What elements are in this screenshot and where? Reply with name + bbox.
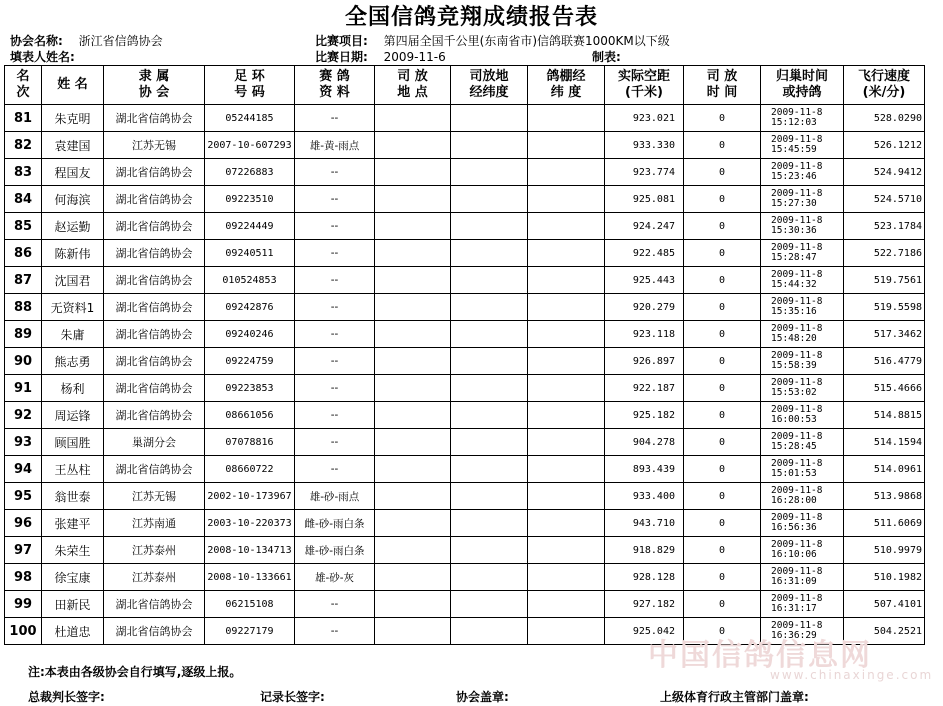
- row-release-place: [375, 483, 451, 510]
- row-arrival-time: 2009-11-8 16:10:06: [761, 537, 844, 564]
- row-association: 江苏无锡: [104, 483, 205, 510]
- row-distance: 893.439: [605, 456, 684, 483]
- maker-label: 制表:: [592, 50, 621, 64]
- row-distance: 923.021: [605, 105, 684, 132]
- row-speed: 519.7561: [844, 267, 925, 294]
- row-association: 湖北省信鸽协会: [104, 402, 205, 429]
- row-release-coords: [451, 537, 528, 564]
- row-name: 熊志勇: [42, 348, 104, 375]
- report-title: 全国信鸽竞翔成绩报告表: [344, 5, 598, 30]
- row-ring-number: 2008-10-134713: [205, 537, 295, 564]
- row-release-place: [375, 456, 451, 483]
- row-name: 朱荣生: [42, 537, 104, 564]
- row-distance: 920.279: [605, 294, 684, 321]
- row-distance: 904.278: [605, 429, 684, 456]
- row-association: 江苏无锡: [104, 132, 205, 159]
- row-release-time: 0: [684, 618, 761, 645]
- row-release-coords: [451, 186, 528, 213]
- row-pigeon-info: --: [295, 186, 375, 213]
- row-speed: 504.2521: [844, 618, 925, 645]
- date-info: [315, 48, 446, 65]
- row-release-coords: [451, 105, 528, 132]
- row-ring-number: 2007-10-607293: [205, 132, 295, 159]
- row-rank: 96: [5, 510, 42, 537]
- row-pigeon-info: --: [295, 348, 375, 375]
- association-value: 浙江省信鸽协会: [78, 34, 163, 48]
- row-loft-coords: [528, 537, 605, 564]
- filler-label: 填表人姓名:: [10, 50, 75, 64]
- row-distance: 923.118: [605, 321, 684, 348]
- row-association: 湖北省信鸽协会: [104, 375, 205, 402]
- row-release-coords: [451, 429, 528, 456]
- row-arrival-time: 2009-11-8 15:28:47: [761, 240, 844, 267]
- row-pigeon-info: --: [295, 429, 375, 456]
- row-rank: 97: [5, 537, 42, 564]
- row-name: 翁世泰: [42, 483, 104, 510]
- row-name: 何海滨: [42, 186, 104, 213]
- row-arrival-time: 2009-11-8 15:12:03: [761, 105, 844, 132]
- row-arrival-time: 2009-11-8 15:30:36: [761, 213, 844, 240]
- row-release-time: 0: [684, 240, 761, 267]
- row-distance: 918.829: [605, 537, 684, 564]
- row-rank: 82: [5, 132, 42, 159]
- header-association: 隶 属 协 会: [104, 66, 205, 105]
- row-release-place: [375, 159, 451, 186]
- row-loft-coords: [528, 159, 605, 186]
- row-rank: 87: [5, 267, 42, 294]
- row-speed: 522.7186: [844, 240, 925, 267]
- row-ring-number: 09223853: [205, 375, 295, 402]
- row-rank: 92: [5, 402, 42, 429]
- row-release-coords: [451, 159, 528, 186]
- row-speed: 514.8815: [844, 402, 925, 429]
- row-association: 湖北省信鸽协会: [104, 105, 205, 132]
- table-row: [5, 213, 925, 240]
- row-distance: 925.081: [605, 186, 684, 213]
- row-ring-number: 09223510: [205, 186, 295, 213]
- row-speed: 517.3462: [844, 321, 925, 348]
- row-speed: 524.5710: [844, 186, 925, 213]
- row-association: 湖北省信鸽协会: [104, 159, 205, 186]
- row-rank: 99: [5, 591, 42, 618]
- row-distance: 925.042: [605, 618, 684, 645]
- date-label: 比赛日期:: [315, 50, 368, 64]
- row-release-place: [375, 402, 451, 429]
- row-association: 湖北省信鸽协会: [104, 321, 205, 348]
- row-speed: 513.9868: [844, 483, 925, 510]
- row-ring-number: 09240511: [205, 240, 295, 267]
- row-loft-coords: [528, 375, 605, 402]
- row-release-time: 0: [684, 483, 761, 510]
- header-speed: 飞行速度 (米/分): [844, 66, 925, 105]
- row-pigeon-info: 雄-砂-雨白条: [295, 537, 375, 564]
- row-release-time: 0: [684, 105, 761, 132]
- row-arrival-time: 2009-11-8 16:56:36: [761, 510, 844, 537]
- row-release-coords: [451, 132, 528, 159]
- table-row: [5, 537, 925, 564]
- row-release-time: 0: [684, 348, 761, 375]
- row-loft-coords: [528, 105, 605, 132]
- row-ring-number: 07226883: [205, 159, 295, 186]
- row-loft-coords: [528, 294, 605, 321]
- project-value: 第四届全国千公里(东南省市)信鸽联赛1000KM以下级: [383, 34, 670, 48]
- row-loft-coords: [528, 510, 605, 537]
- row-rank: 100: [5, 618, 42, 645]
- row-pigeon-info: --: [295, 213, 375, 240]
- row-speed: 511.6069: [844, 510, 925, 537]
- row-pigeon-info: --: [295, 375, 375, 402]
- recorder-signature: 记录长签字:: [260, 690, 325, 704]
- row-ring-number: 08661056: [205, 402, 295, 429]
- row-loft-coords: [528, 240, 605, 267]
- row-release-coords: [451, 294, 528, 321]
- row-release-coords: [451, 591, 528, 618]
- table-row: [5, 159, 925, 186]
- row-ring-number: 05244185: [205, 105, 295, 132]
- row-arrival-time: 2009-11-8 16:31:09: [761, 564, 844, 591]
- row-name: 程国友: [42, 159, 104, 186]
- row-association: 湖北省信鸽协会: [104, 186, 205, 213]
- row-loft-coords: [528, 321, 605, 348]
- table-row: [5, 429, 925, 456]
- row-release-time: 0: [684, 186, 761, 213]
- row-ring-number: 2002-10-173967: [205, 483, 295, 510]
- row-loft-coords: [528, 348, 605, 375]
- results-table: [4, 65, 925, 645]
- row-distance: 925.443: [605, 267, 684, 294]
- row-loft-coords: [528, 402, 605, 429]
- table-row: [5, 483, 925, 510]
- header-release-time: 司 放 时 间: [684, 66, 761, 105]
- table-row: [5, 591, 925, 618]
- header-rank: 名 次: [5, 66, 42, 105]
- row-release-time: 0: [684, 564, 761, 591]
- row-loft-coords: [528, 564, 605, 591]
- row-release-coords: [451, 456, 528, 483]
- row-pigeon-info: --: [295, 456, 375, 483]
- row-name: 袁建国: [42, 132, 104, 159]
- row-release-place: [375, 348, 451, 375]
- row-arrival-time: 2009-11-8 15:23:46: [761, 159, 844, 186]
- row-release-coords: [451, 348, 528, 375]
- row-arrival-time: 2009-11-8 15:01:53: [761, 456, 844, 483]
- row-loft-coords: [528, 483, 605, 510]
- row-ring-number: 09227179: [205, 618, 295, 645]
- row-rank: 89: [5, 321, 42, 348]
- row-pigeon-info: 雄-砂-雨点: [295, 483, 375, 510]
- watermark-url: www.chinaxinge.com: [770, 668, 934, 682]
- row-name: 朱庸: [42, 321, 104, 348]
- row-association: 湖北省信鸽协会: [104, 591, 205, 618]
- row-arrival-time: 2009-11-8 15:44:32: [761, 267, 844, 294]
- row-release-time: 0: [684, 267, 761, 294]
- row-speed: 510.9979: [844, 537, 925, 564]
- row-loft-coords: [528, 618, 605, 645]
- row-association: 湖北省信鸽协会: [104, 267, 205, 294]
- row-release-place: [375, 132, 451, 159]
- row-rank: 91: [5, 375, 42, 402]
- row-name: 周运锋: [42, 402, 104, 429]
- row-arrival-time: 2009-11-8 15:45:59: [761, 132, 844, 159]
- table-row: [5, 105, 925, 132]
- association-info: [10, 32, 163, 49]
- row-release-time: 0: [684, 213, 761, 240]
- row-release-place: [375, 321, 451, 348]
- row-rank: 86: [5, 240, 42, 267]
- row-distance: 943.710: [605, 510, 684, 537]
- header-loft-coords: 鸽棚经 纬 度: [528, 66, 605, 105]
- row-speed: 514.1594: [844, 429, 925, 456]
- row-rank: 85: [5, 213, 42, 240]
- row-speed: 514.0961: [844, 456, 925, 483]
- header-release-coords: 司放地 经纬度: [451, 66, 528, 105]
- row-arrival-time: 2009-11-8 15:58:39: [761, 348, 844, 375]
- row-distance: 922.187: [605, 375, 684, 402]
- row-arrival-time: 2009-11-8 16:36:29: [761, 618, 844, 645]
- association-label: 协会名称:: [10, 34, 63, 48]
- row-association: 湖北省信鸽协会: [104, 294, 205, 321]
- table-row: [5, 402, 925, 429]
- row-rank: 95: [5, 483, 42, 510]
- table-row: [5, 456, 925, 483]
- row-release-place: [375, 537, 451, 564]
- row-pigeon-info: --: [295, 159, 375, 186]
- row-speed: 519.5598: [844, 294, 925, 321]
- row-rank: 90: [5, 348, 42, 375]
- row-rank: 98: [5, 564, 42, 591]
- row-release-time: 0: [684, 510, 761, 537]
- row-release-time: 0: [684, 132, 761, 159]
- row-loft-coords: [528, 456, 605, 483]
- row-pigeon-info: --: [295, 294, 375, 321]
- row-release-coords: [451, 321, 528, 348]
- row-release-time: 0: [684, 456, 761, 483]
- row-pigeon-info: --: [295, 402, 375, 429]
- row-release-place: [375, 267, 451, 294]
- table-row: [5, 375, 925, 402]
- row-speed: 528.0290: [844, 105, 925, 132]
- row-release-coords: [451, 483, 528, 510]
- row-release-coords: [451, 213, 528, 240]
- row-rank: 83: [5, 159, 42, 186]
- row-release-place: [375, 105, 451, 132]
- row-release-coords: [451, 267, 528, 294]
- row-rank: 88: [5, 294, 42, 321]
- project-label: 比赛项目:: [315, 34, 368, 48]
- row-ring-number: 09224449: [205, 213, 295, 240]
- row-release-coords: [451, 375, 528, 402]
- row-ring-number: 09224759: [205, 348, 295, 375]
- row-distance: 927.182: [605, 591, 684, 618]
- row-release-coords: [451, 618, 528, 645]
- row-ring-number: 010524853: [205, 267, 295, 294]
- row-name: 沈国君: [42, 267, 104, 294]
- date-value: 2009-11-6: [383, 50, 446, 64]
- row-release-time: 0: [684, 537, 761, 564]
- table-row: [5, 132, 925, 159]
- row-loft-coords: [528, 267, 605, 294]
- row-release-time: 0: [684, 294, 761, 321]
- table-row: [5, 564, 925, 591]
- row-release-time: 0: [684, 402, 761, 429]
- row-pigeon-info: --: [295, 618, 375, 645]
- table-row: [5, 294, 925, 321]
- row-release-place: [375, 375, 451, 402]
- row-name: 张建平: [42, 510, 104, 537]
- row-release-time: 0: [684, 429, 761, 456]
- table-row: [5, 321, 925, 348]
- header-arrival-time: 归巢时间 或持鸽: [761, 66, 844, 105]
- row-release-coords: [451, 240, 528, 267]
- row-release-time: 0: [684, 321, 761, 348]
- row-release-place: [375, 618, 451, 645]
- row-ring-number: 07078816: [205, 429, 295, 456]
- row-speed: 515.4666: [844, 375, 925, 402]
- row-arrival-time: 2009-11-8 16:00:53: [761, 402, 844, 429]
- project-info: [315, 32, 670, 49]
- row-ring-number: 2003-10-220373: [205, 510, 295, 537]
- row-pigeon-info: --: [295, 591, 375, 618]
- row-name: 赵运勤: [42, 213, 104, 240]
- row-rank: 81: [5, 105, 42, 132]
- row-pigeon-info: --: [295, 321, 375, 348]
- row-release-place: [375, 510, 451, 537]
- row-arrival-time: 2009-11-8 15:53:02: [761, 375, 844, 402]
- chief-referee-signature: 总裁判长签字:: [28, 690, 105, 704]
- row-name: 顾国胜: [42, 429, 104, 456]
- row-ring-number: 08660722: [205, 456, 295, 483]
- row-release-time: 0: [684, 159, 761, 186]
- row-speed: 507.4101: [844, 591, 925, 618]
- row-arrival-time: 2009-11-8 15:48:20: [761, 321, 844, 348]
- row-ring-number: 09242876: [205, 294, 295, 321]
- row-rank: 93: [5, 429, 42, 456]
- row-association: 江苏泰州: [104, 564, 205, 591]
- header-name: 姓 名: [42, 66, 104, 105]
- row-arrival-time: 2009-11-8 15:35:16: [761, 294, 844, 321]
- row-distance: 925.182: [605, 402, 684, 429]
- row-release-place: [375, 294, 451, 321]
- row-arrival-time: 2009-11-8 15:27:30: [761, 186, 844, 213]
- row-distance: 923.774: [605, 159, 684, 186]
- row-pigeon-info: 雄-黄-雨点: [295, 132, 375, 159]
- row-release-coords: [451, 564, 528, 591]
- row-rank: 94: [5, 456, 42, 483]
- row-release-time: 0: [684, 375, 761, 402]
- row-association: 巢湖分会: [104, 429, 205, 456]
- row-release-time: 0: [684, 591, 761, 618]
- row-ring-number: 06215108: [205, 591, 295, 618]
- row-release-place: [375, 213, 451, 240]
- row-distance: 924.247: [605, 213, 684, 240]
- row-ring-number: 09240246: [205, 321, 295, 348]
- row-arrival-time: 2009-11-8 15:28:45: [761, 429, 844, 456]
- row-name: 陈新伟: [42, 240, 104, 267]
- row-loft-coords: [528, 591, 605, 618]
- row-name: 王丛柱: [42, 456, 104, 483]
- row-loft-coords: [528, 429, 605, 456]
- filler-info: [10, 48, 75, 65]
- row-loft-coords: [528, 213, 605, 240]
- maker-info: [592, 48, 621, 65]
- row-release-place: [375, 186, 451, 213]
- row-pigeon-info: --: [295, 267, 375, 294]
- table-row: [5, 348, 925, 375]
- row-speed: 516.4779: [844, 348, 925, 375]
- header-distance: 实际空距 (千米): [605, 66, 684, 105]
- table-row: [5, 510, 925, 537]
- row-pigeon-info: 雄-砂-灰: [295, 564, 375, 591]
- row-association: 湖北省信鸽协会: [104, 456, 205, 483]
- row-name: 田新民: [42, 591, 104, 618]
- row-release-place: [375, 240, 451, 267]
- row-distance: 928.128: [605, 564, 684, 591]
- row-distance: 926.897: [605, 348, 684, 375]
- row-release-place: [375, 564, 451, 591]
- row-association: 湖北省信鸽协会: [104, 240, 205, 267]
- row-name: 杨利: [42, 375, 104, 402]
- row-association: 江苏南通: [104, 510, 205, 537]
- row-association: 湖北省信鸽协会: [104, 348, 205, 375]
- table-row: [5, 267, 925, 294]
- row-release-coords: [451, 510, 528, 537]
- row-pigeon-info: --: [295, 105, 375, 132]
- row-ring-number: 2008-10-133661: [205, 564, 295, 591]
- row-release-place: [375, 429, 451, 456]
- row-distance: 933.400: [605, 483, 684, 510]
- table-row: [5, 240, 925, 267]
- row-speed: 510.1982: [844, 564, 925, 591]
- row-association: 湖北省信鸽协会: [104, 213, 205, 240]
- row-association: 江苏泰州: [104, 537, 205, 564]
- row-distance: 922.485: [605, 240, 684, 267]
- header-pigeon-info: 赛 鸽 资 料: [295, 66, 375, 105]
- authority-seal: 上级体育行政主管部门盖章:: [660, 690, 809, 704]
- row-pigeon-info: --: [295, 240, 375, 267]
- row-association: 湖北省信鸽协会: [104, 618, 205, 645]
- row-release-coords: [451, 402, 528, 429]
- row-pigeon-info: 雌-砂-雨白条: [295, 510, 375, 537]
- row-speed: 524.9412: [844, 159, 925, 186]
- header-ring-number: 足 环 号 码: [205, 66, 295, 105]
- header-release-place: 司 放 地 点: [375, 66, 451, 105]
- row-arrival-time: 2009-11-8 16:31:17: [761, 591, 844, 618]
- row-loft-coords: [528, 186, 605, 213]
- row-name: 无资料1: [42, 294, 104, 321]
- footer-note: 注:本表由各级协会自行填写,逐级上报。: [28, 665, 242, 679]
- row-arrival-time: 2009-11-8 16:28:00: [761, 483, 844, 510]
- row-name: 徐宝康: [42, 564, 104, 591]
- row-release-place: [375, 591, 451, 618]
- row-name: 杜道忠: [42, 618, 104, 645]
- row-rank: 84: [5, 186, 42, 213]
- row-speed: 523.1784: [844, 213, 925, 240]
- watermark-logo-text: 中国信鸽信息网: [648, 638, 872, 673]
- table-header-row: [5, 66, 925, 105]
- row-name: 朱克明: [42, 105, 104, 132]
- row-distance: 933.330: [605, 132, 684, 159]
- row-speed: 526.1212: [844, 132, 925, 159]
- table-row: [5, 186, 925, 213]
- association-seal: 协会盖章:: [456, 690, 509, 704]
- row-loft-coords: [528, 132, 605, 159]
